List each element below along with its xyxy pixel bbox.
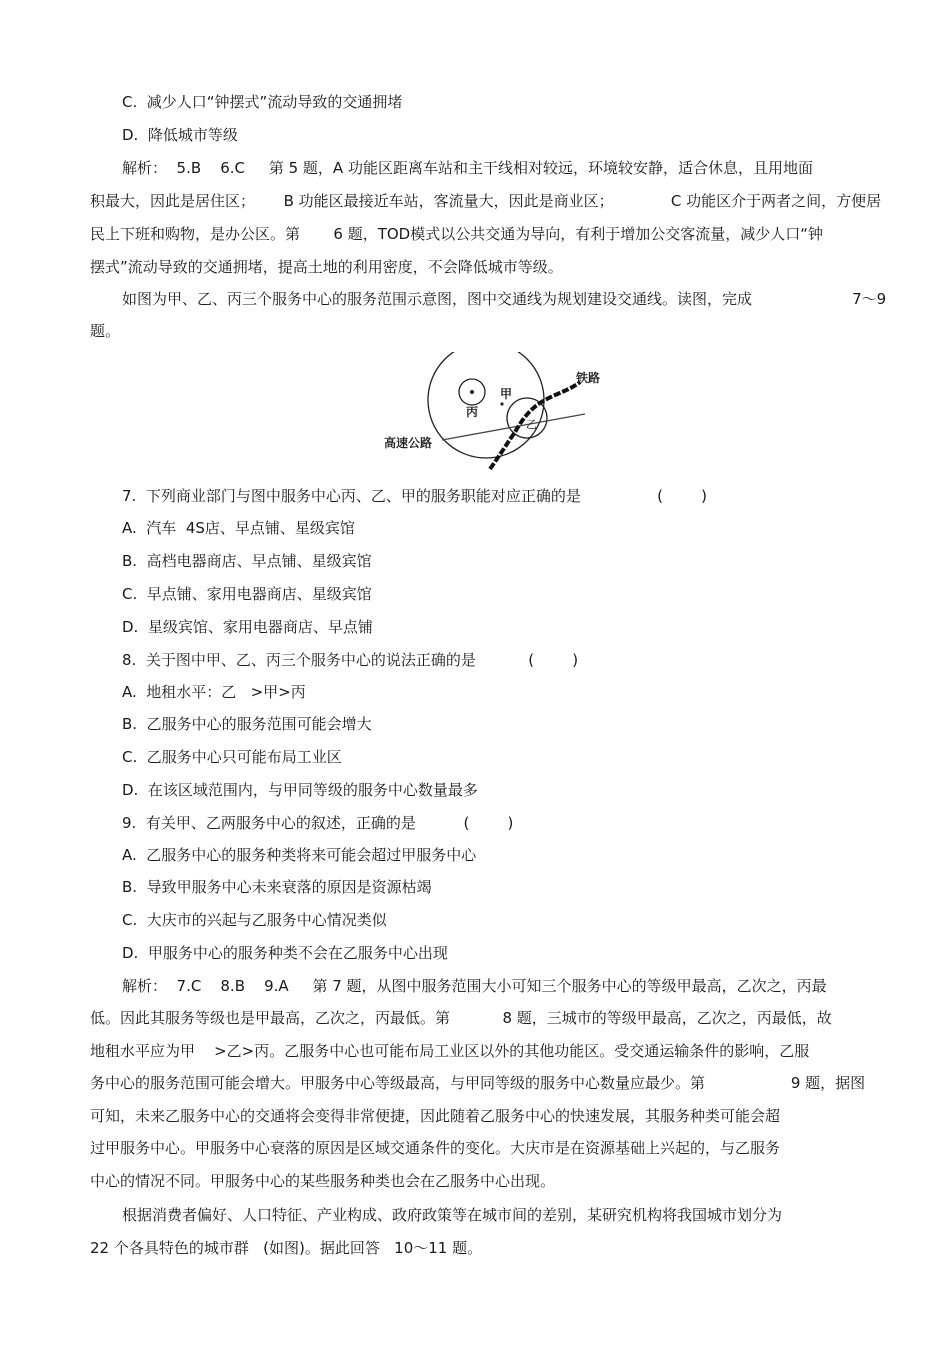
option-6c: C. 减少人口“钟摆式”流动导致的交通拥堵 [122, 93, 403, 111]
label-jia: 甲 [500, 387, 513, 401]
option-8b: B. 乙服务中心的服务范围可能会增大 [122, 715, 372, 733]
option-9b: B. 导致甲服务中心未来衰落的原因是资源枯竭 [122, 878, 432, 896]
analysis-7-9-line2: 低。因此其服务等级也是甲最高，乙次之，丙最低。第 8 题，三城市的等级甲最高，乙次之，丙最低，故 [90, 1009, 832, 1027]
option-7c: C. 早点铺、家用电器商店、星级宾馆 [122, 585, 372, 603]
label-railway: 铁路 [576, 371, 601, 385]
intro-7-9-line2: 题。 [90, 322, 121, 340]
label-yi: 乙 [526, 418, 537, 431]
intro-10-11-line1: 根据消费者偏好、人口特征、产业构成、政府政策等在城市间的差别，某研究机构将我国城市划分为 [122, 1206, 783, 1224]
question-7: 7. 下列商业部门与图中服务中心丙、乙、甲的服务职能对应正确的是 ( ) [122, 487, 707, 505]
option-9c: C. 大庆市的兴起与乙服务中心情况类似 [122, 911, 387, 929]
analysis-7-9-line7: 中心的情况不同。甲服务中心的某些服务种类也会在乙服务中心出现。 [90, 1172, 556, 1190]
service-range-jia [428, 352, 544, 458]
option-7b: B. 高档电器商店、早点铺、星级宾馆 [122, 552, 372, 570]
analysis-7-9-line1: 解析： 7.C 8.B 9.A 第 7 题，从图中服务范围大小可知三个服务中心的等级甲最高，乙次之，丙最 [122, 977, 827, 995]
option-8c: C. 乙服务中心只可能布局工业区 [122, 748, 342, 766]
analysis-7-9-line4: 务中心的服务范围可能会增大。甲服务中心等级最高，与甲同等级的服务中心数量应最少。第 9 题，据图 [90, 1074, 866, 1092]
intro-10-11-line2: 22 个各具特色的城市群 (如图)。据此回答 10～11 题。 [90, 1239, 483, 1257]
option-9d: D. 甲服务中心的服务种类不会在乙服务中心出现 [122, 944, 448, 962]
option-8a: A. 地租水平：乙 >甲>丙 [122, 683, 306, 701]
label-highway: 高速公路 [384, 436, 433, 450]
option-8d: D. 在该区域范围内，与甲同等级的服务中心数量最多 [122, 781, 478, 799]
option-7a: A. 汽车 4S店、早点铺、星级宾馆 [122, 519, 355, 537]
analysis-5-6-line3: 民上下班和购物，是办公区。第 6 题，TOD模式以公共交通为导向，有利于增加公交客流量，减少人口“钟 [90, 225, 823, 243]
analysis-7-9-line3: 地租水平应为甲 >乙>丙。乙服务中心也可能布局工业区以外的其他功能区。受交通运输条件的影响，乙服 [90, 1042, 810, 1060]
analysis-7-9-line5: 可知，未来乙服务中心的交通将会变得非常便捷，因此随着乙服务中心的快速发展，其服务种类可能会超 [90, 1107, 781, 1125]
label-bing: 丙 [466, 405, 479, 419]
analysis-5-6-line1: 解析： 5.B 6.C 第 5 题，A 功能区距离车站和主干线相对较远，环境较安静，适合休息，且用地面 [122, 159, 813, 177]
question-8: 8. 关于图中甲、乙、丙三个服务中心的说法正确的是 ( ) [122, 651, 579, 669]
option-6d: D. 降低城市等级 [122, 126, 238, 144]
analysis-5-6-line2: 积最大，因此是居住区； B 功能区最接近车站，客流量大，因此是商业区； C 功能区介于两者之间，方便居 [90, 192, 882, 210]
service-center-figure [380, 352, 620, 474]
analysis-7-9-line6: 过甲服务中心。甲服务中心衰落的原因是区域交通条件的变化。大庆市是在资源基础上兴起的，与乙服务 [90, 1139, 781, 1157]
intro-7-9-line1: 如图为甲、乙、丙三个服务中心的服务范围示意图，图中交通线为规划建设交通线。读图，完成 7～9 [122, 290, 887, 308]
question-9: 9. 有关甲、乙两服务中心的叙述，正确的是 ( ) [122, 814, 514, 832]
option-7d: D. 星级宾馆、家用电器商店、早点铺 [122, 618, 373, 636]
option-9a: A. 乙服务中心的服务种类将来可能会超过甲服务中心 [122, 846, 477, 864]
analysis-5-6-line4: 摆式”流动导致的交通拥堵，提高土地的利用密度，不会降低城市等级。 [90, 258, 563, 276]
